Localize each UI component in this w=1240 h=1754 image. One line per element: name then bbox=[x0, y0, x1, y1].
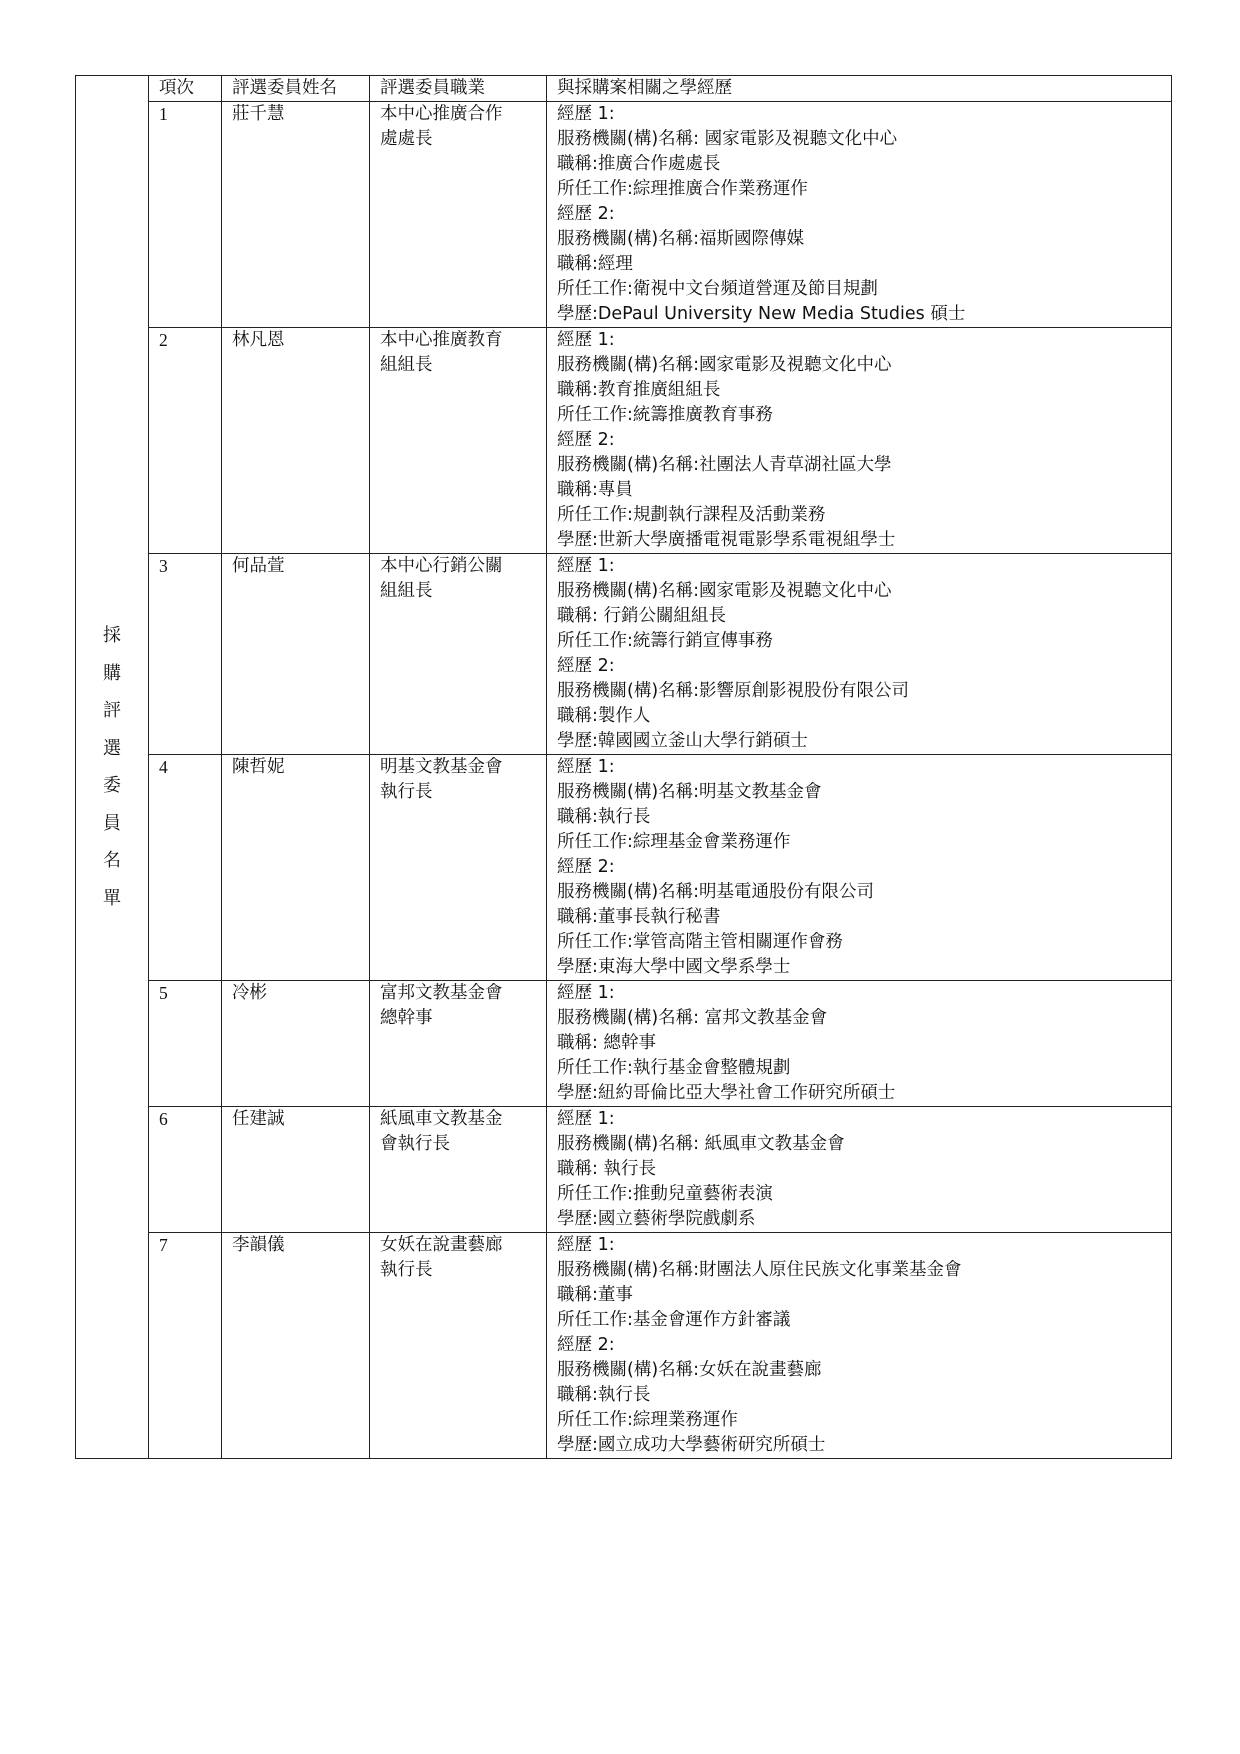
experience-line: 經歷 2: bbox=[557, 656, 615, 676]
experience-line: 服務機關(構)名稱:國家電影及視聽文化中心 bbox=[557, 581, 892, 601]
evaluation-committee-table bbox=[75, 75, 1172, 1459]
header-experience: 與採購案相關之學經歷 bbox=[547, 76, 1172, 102]
side-title bbox=[103, 617, 121, 917]
experience-line: 職稱:推廣合作處處長 bbox=[557, 154, 721, 174]
experience-line: 學歷:紐約哥倫比亞大學社會工作研究所碩士 bbox=[557, 1083, 896, 1103]
experience-line: 職稱:董事 bbox=[557, 1285, 633, 1305]
side-title-char: 採 bbox=[103, 625, 121, 646]
member-occupation bbox=[370, 981, 547, 1107]
experience-line: 經歷 1: bbox=[557, 104, 615, 124]
header-name: 評選委員姓名 bbox=[222, 76, 370, 102]
experience-line: 經歷 2: bbox=[557, 1335, 615, 1355]
member-name: 陳哲妮 bbox=[222, 755, 370, 981]
side-title-char: 選 bbox=[103, 737, 121, 759]
experience-line: 職稱:製作人 bbox=[557, 706, 651, 726]
member-row bbox=[76, 981, 1172, 1107]
experience-line: 職稱: 執行長 bbox=[557, 1159, 656, 1179]
experience-line: 經歷 2: bbox=[557, 204, 615, 224]
member-number: 5 bbox=[149, 981, 222, 1107]
member-name: 冷彬 bbox=[222, 981, 370, 1107]
occupation-line: 富邦文教基金會 bbox=[380, 983, 503, 1003]
experience-line: 所任工作:衛視中文台頻道營運及節目規劃 bbox=[557, 279, 878, 299]
experience-line: 服務機關(構)名稱:福斯國際傳媒 bbox=[557, 229, 805, 249]
side-title-char: 名 bbox=[103, 850, 121, 871]
side-title-char: 購 bbox=[103, 662, 121, 684]
occupation-line: 執行長 bbox=[380, 782, 433, 802]
experience-line: 學歷:韓國國立釜山大學行銷碩士 bbox=[557, 731, 808, 751]
member-row bbox=[76, 328, 1172, 554]
side-title-char: 委 bbox=[103, 775, 121, 796]
experience-line: 所任工作:統籌推廣教育事務 bbox=[557, 405, 773, 425]
experience-line: 所任工作:綜理業務運作 bbox=[557, 1410, 738, 1430]
experience-line: 學歷:國立成功大學藝術研究所碩士 bbox=[557, 1435, 826, 1455]
occupation-line: 明基文教基金會 bbox=[380, 757, 503, 777]
occupation-line: 總幹事 bbox=[380, 1008, 433, 1028]
member-row bbox=[76, 1107, 1172, 1233]
experience-line: 經歷 1: bbox=[557, 330, 615, 350]
experience-line: 服務機關(構)名稱:社團法人青草湖社區大學 bbox=[557, 455, 892, 475]
side-title-cell bbox=[76, 76, 149, 1459]
experience-line: 職稱:執行長 bbox=[557, 1385, 651, 1405]
member-name: 林凡恩 bbox=[222, 328, 370, 554]
header-job: 評選委員職業 bbox=[370, 76, 547, 102]
member-name: 何品萱 bbox=[222, 554, 370, 755]
occupation-line: 女妖在說畫藝廊 bbox=[380, 1235, 503, 1255]
experience-line: 服務機關(構)名稱:財團法人原住民族文化事業基金會 bbox=[557, 1260, 962, 1280]
experience-line: 所任工作:執行基金會整體規劃 bbox=[557, 1058, 791, 1078]
header-no: 項次 bbox=[149, 76, 222, 102]
experience-line: 所任工作:綜理推廣合作業務運作 bbox=[557, 179, 808, 199]
member-number: 7 bbox=[149, 1233, 222, 1459]
experience-line: 經歷 1: bbox=[557, 1235, 615, 1255]
side-title-char: 員 bbox=[103, 812, 121, 834]
experience-line: 職稱:專員 bbox=[557, 480, 633, 500]
experience-line: 服務機關(構)名稱:女妖在說畫藝廊 bbox=[557, 1360, 822, 1380]
experience-line: 學歷:世新大學廣播電視電影學系電視組學士 bbox=[557, 530, 896, 550]
experience-line: 所任工作:統籌行銷宣傳事務 bbox=[557, 631, 773, 651]
occupation-line: 組組長 bbox=[380, 355, 433, 375]
member-number: 1 bbox=[149, 102, 222, 328]
experience-line: 經歷 2: bbox=[557, 857, 615, 877]
experience-line: 經歷 1: bbox=[557, 556, 615, 576]
experience-line: 服務機關(構)名稱:明基電通股份有限公司 bbox=[557, 882, 875, 902]
experience-line: 學歷:國立藝術學院戲劇系 bbox=[557, 1209, 756, 1229]
member-occupation bbox=[370, 1233, 547, 1459]
member-experience bbox=[547, 981, 1172, 1107]
experience-line: 服務機關(構)名稱:國家電影及視聽文化中心 bbox=[557, 355, 892, 375]
experience-line: 所任工作:綜理基金會業務運作 bbox=[557, 832, 791, 852]
member-number: 6 bbox=[149, 1107, 222, 1233]
experience-line: 服務機關(構)名稱: 富邦文教基金會 bbox=[557, 1008, 828, 1028]
experience-line: 職稱:董事長執行秘書 bbox=[557, 907, 721, 927]
member-number: 2 bbox=[149, 328, 222, 554]
experience-line: 經歷 1: bbox=[557, 757, 615, 777]
member-experience bbox=[547, 1107, 1172, 1233]
experience-line: 服務機關(構)名稱: 紙風車文教基金會 bbox=[557, 1134, 845, 1154]
experience-line: 職稱:執行長 bbox=[557, 807, 651, 827]
experience-line: 所任工作:推動兒童藝術表演 bbox=[557, 1184, 773, 1204]
member-experience bbox=[547, 328, 1172, 554]
member-occupation bbox=[370, 1107, 547, 1233]
member-row bbox=[76, 102, 1172, 328]
member-row bbox=[76, 554, 1172, 755]
experience-line: 服務機關(構)名稱:明基文教基金會 bbox=[557, 782, 822, 802]
occupation-line: 執行長 bbox=[380, 1260, 433, 1280]
experience-line: 職稱: 總幹事 bbox=[557, 1033, 656, 1053]
side-title-char: 單 bbox=[103, 887, 121, 909]
member-occupation bbox=[370, 554, 547, 755]
member-occupation bbox=[370, 755, 547, 981]
experience-line: 職稱:經理 bbox=[557, 254, 633, 274]
experience-line: 服務機關(構)名稱: 國家電影及視聽文化中心 bbox=[557, 129, 898, 149]
header-row bbox=[76, 76, 1172, 102]
experience-line: 學歷:DePaul University New Media Studies 碩士 bbox=[557, 304, 966, 324]
experience-line: 職稱:教育推廣組組長 bbox=[557, 380, 721, 400]
experience-line: 職稱: 行銷公關組組長 bbox=[557, 606, 726, 626]
experience-line: 所任工作:掌管高階主管相關運作會務 bbox=[557, 932, 843, 952]
side-title-char: 評 bbox=[103, 700, 121, 721]
member-number: 3 bbox=[149, 554, 222, 755]
occupation-line: 紙風車文教基金 bbox=[380, 1109, 503, 1129]
occupation-line: 會執行長 bbox=[380, 1134, 450, 1154]
experience-line: 所任工作:基金會運作方針審議 bbox=[557, 1310, 791, 1330]
experience-line: 經歷 1: bbox=[557, 983, 615, 1003]
experience-line: 經歷 1: bbox=[557, 1109, 615, 1129]
member-name: 李韻儀 bbox=[222, 1233, 370, 1459]
occupation-line: 處處長 bbox=[380, 129, 433, 149]
member-row bbox=[76, 755, 1172, 981]
member-name: 任建誠 bbox=[222, 1107, 370, 1233]
member-experience bbox=[547, 102, 1172, 328]
experience-line: 服務機關(構)名稱:影響原創影視股份有限公司 bbox=[557, 681, 910, 701]
member-occupation bbox=[370, 102, 547, 328]
experience-line: 經歷 2: bbox=[557, 430, 615, 450]
occupation-line: 本中心行銷公關 bbox=[380, 556, 503, 576]
occupation-line: 本中心推廣教育 bbox=[380, 330, 503, 350]
member-experience bbox=[547, 1233, 1172, 1459]
member-number: 4 bbox=[149, 755, 222, 981]
member-name: 莊千慧 bbox=[222, 102, 370, 328]
occupation-line: 本中心推廣合作 bbox=[380, 104, 503, 124]
member-experience bbox=[547, 755, 1172, 981]
member-occupation bbox=[370, 328, 547, 554]
experience-line: 所任工作:規劃執行課程及活動業務 bbox=[557, 505, 826, 525]
experience-line: 學歷:東海大學中國文學系學士 bbox=[557, 957, 791, 977]
occupation-line: 組組長 bbox=[380, 581, 433, 601]
member-experience bbox=[547, 554, 1172, 755]
member-row bbox=[76, 1233, 1172, 1459]
